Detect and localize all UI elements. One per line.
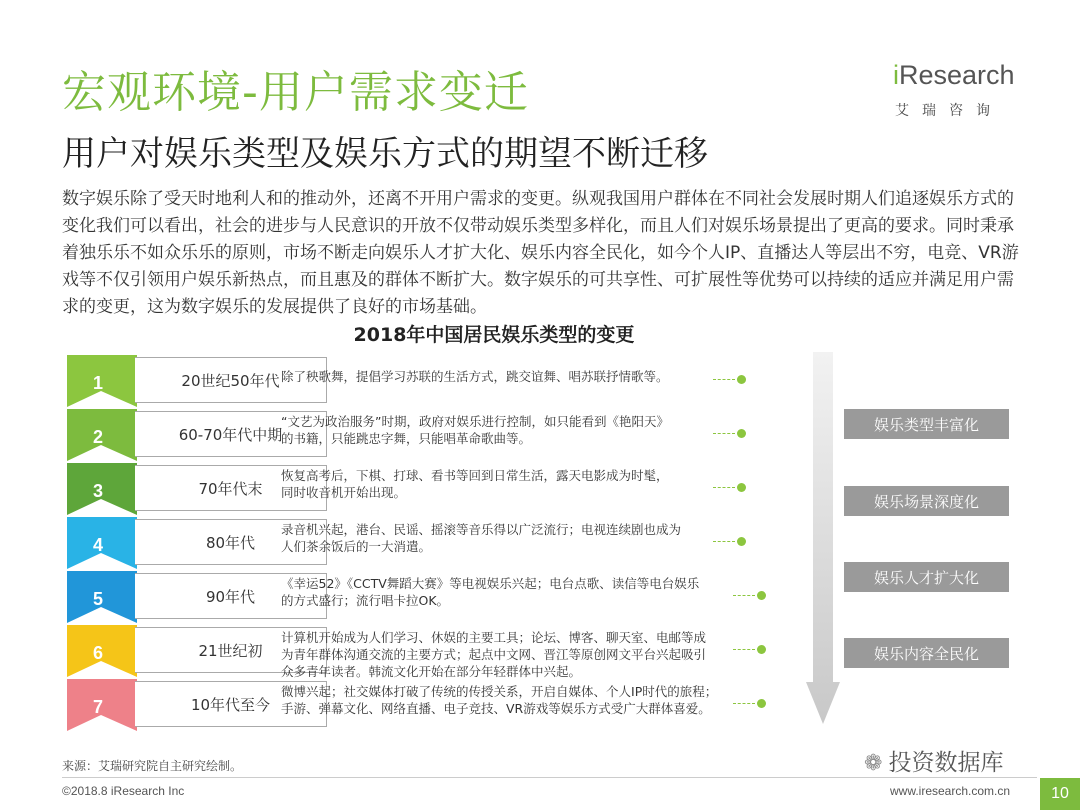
connector-dot xyxy=(757,645,766,654)
connector-line xyxy=(713,379,735,381)
logo-i: i xyxy=(893,60,899,90)
connector-line xyxy=(733,703,755,705)
wechat-icon: ❁ xyxy=(864,751,883,776)
chart-title: 2018年中国居民娱乐类型的变更 xyxy=(353,324,635,346)
source-note: 来源：艾瑞研究院自主研究绘制。 xyxy=(62,759,243,773)
intro-paragraph: 数字娱乐除了受天时地利人和的推动外，还离不开用户需求的变更。纵观我国用户群体在不同社会发展时期人们追逐娱乐方式的变化我们可以看出，社会的进步与人民意识的开放不仅带动娱乐类型多样化，而且人们对娱乐场景提出了更高的要求。同时秉承着独乐乐不如众乐乐的原则，市场不断走向娱乐人才扩大化、娱乐内容全民化，如今个人IP、直播达人等层出不穷，电竞、VR游戏等不仅引领用户娱乐新热点，而且惠及的群体不断扩大。数字娱乐的可共享性、可扩展性等优势可以持续的适应并满足用户需求的变更，这为数字娱乐的发展提供了良好的市场基础。 xyxy=(62,189,1019,317)
page-subtitle: 用户对娱乐类型及娱乐方式的期望不断迁移 xyxy=(62,134,708,174)
timeline-description xyxy=(281,575,741,609)
connector-line xyxy=(713,487,735,489)
description-line: 《幸运52》《CCTV舞蹈大赛》等电视娱乐兴起；电台点歌、读信等电台娱乐 xyxy=(281,576,700,591)
timeline-era: 20世纪50年代 xyxy=(135,357,327,403)
connector-line xyxy=(713,433,735,435)
timeline-description xyxy=(281,368,741,385)
tag-content-popularized: 娱乐内容全民化 xyxy=(844,638,1009,668)
description-line: 同时收音机开始出现。 xyxy=(281,485,407,500)
iresearch-logo xyxy=(893,60,1033,124)
timeline-row xyxy=(67,571,767,625)
watermark-text: 投资数据库 xyxy=(888,750,1004,776)
description-line: “文艺为政治服务”时期，政府对娱乐进行控制，如只能看到《艳阳天》 xyxy=(281,414,669,429)
description-line: 的书籍，只能跳忠字舞，只能唱革命歌曲等。 xyxy=(281,431,532,446)
tag-scene-deepened: 娱乐场景深度化 xyxy=(844,486,1009,516)
timeline-era: 90年代 xyxy=(135,573,327,619)
description-line: 恢复高考后，下棋、打球、看书等回到日常生活，露天电影成为时髦， xyxy=(281,468,669,483)
timeline-number: 2 xyxy=(93,427,104,447)
connector-dot xyxy=(757,591,766,600)
copyright: ©2018.8 iResearch Inc xyxy=(62,784,185,798)
timeline-row xyxy=(67,679,767,733)
down-arrow-icon xyxy=(806,352,840,724)
timeline-row xyxy=(67,409,767,463)
timeline-row xyxy=(67,463,767,517)
tag-talent-expanded: 娱乐人才扩大化 xyxy=(844,562,1009,592)
timeline-number: 4 xyxy=(93,535,104,555)
timeline-era: 60-70年代中期 xyxy=(135,411,327,457)
site-url: www.iresearch.com.cn xyxy=(890,784,1011,798)
page-number: 10 xyxy=(1040,778,1080,810)
connector-dot xyxy=(737,429,746,438)
timeline-number: 3 xyxy=(93,481,104,501)
description-line: 手游、弹幕文化、网络直播、电子竞技、VR游戏等娱乐方式受广大群体喜爱。 xyxy=(281,701,711,716)
timeline-description xyxy=(281,629,741,680)
description-line: 录音机兴起，港台、民谣、摇滚等音乐得以广泛流行；电视连续剧也成为 xyxy=(281,522,682,537)
description-line: 为青年群体沟通交流的主要方式；起点中文网、晋江等原创网文平台兴起吸引 xyxy=(281,647,707,662)
timeline-row xyxy=(67,355,767,409)
page-title: 宏观环境-用户需求变迁 xyxy=(62,67,529,118)
connector-dot xyxy=(757,699,766,708)
connector-dot xyxy=(737,537,746,546)
timeline-number: 1 xyxy=(93,373,104,393)
timeline-era: 80年代 xyxy=(135,519,327,565)
timeline-era: 10年代至今 xyxy=(135,681,327,727)
timeline-description xyxy=(281,413,741,447)
connector-dot xyxy=(737,375,746,384)
connector-dot xyxy=(737,483,746,492)
description-line: 计算机开始成为人们学习、休娱的主要工具；论坛、博客、聊天室、电邮等成 xyxy=(281,630,707,645)
timeline-row xyxy=(67,517,767,571)
timeline-number: 6 xyxy=(93,643,104,663)
timeline-row xyxy=(67,625,767,679)
timeline-era: 21世纪初 xyxy=(135,627,327,673)
connector-line xyxy=(733,649,755,651)
timeline-era: 70年代末 xyxy=(135,465,327,511)
footer-divider xyxy=(62,777,1037,778)
description-line: 人们茶余饭后的一大消遣。 xyxy=(281,539,432,554)
timeline-description xyxy=(281,467,741,501)
timeline-number: 5 xyxy=(93,589,104,609)
description-line: 除了秧歌舞，提倡学习苏联的生活方式，跳交谊舞、唱苏联抒情歌等。 xyxy=(281,369,669,384)
logo-research: Research xyxy=(899,60,1015,90)
timeline-number: 7 xyxy=(93,697,104,717)
timeline-description xyxy=(281,521,741,555)
timeline xyxy=(67,355,767,725)
timeline-description xyxy=(281,683,741,717)
description-line: 的方式盛行；流行唱卡拉OK。 xyxy=(281,593,450,608)
connector-line xyxy=(713,541,735,543)
watermark xyxy=(864,744,1003,777)
description-line: 微博兴起；社交媒体打破了传统的传授关系，开启自媒体、个人IP时代的旅程； xyxy=(281,684,718,699)
description-line: 众多青年读者。韩流文化开始在部分年轻群体中兴起。 xyxy=(281,664,582,679)
logo-cn: 艾瑞咨询 xyxy=(895,103,1003,119)
connector-line xyxy=(733,595,755,597)
tag-type-diversified: 娱乐类型丰富化 xyxy=(844,409,1009,439)
